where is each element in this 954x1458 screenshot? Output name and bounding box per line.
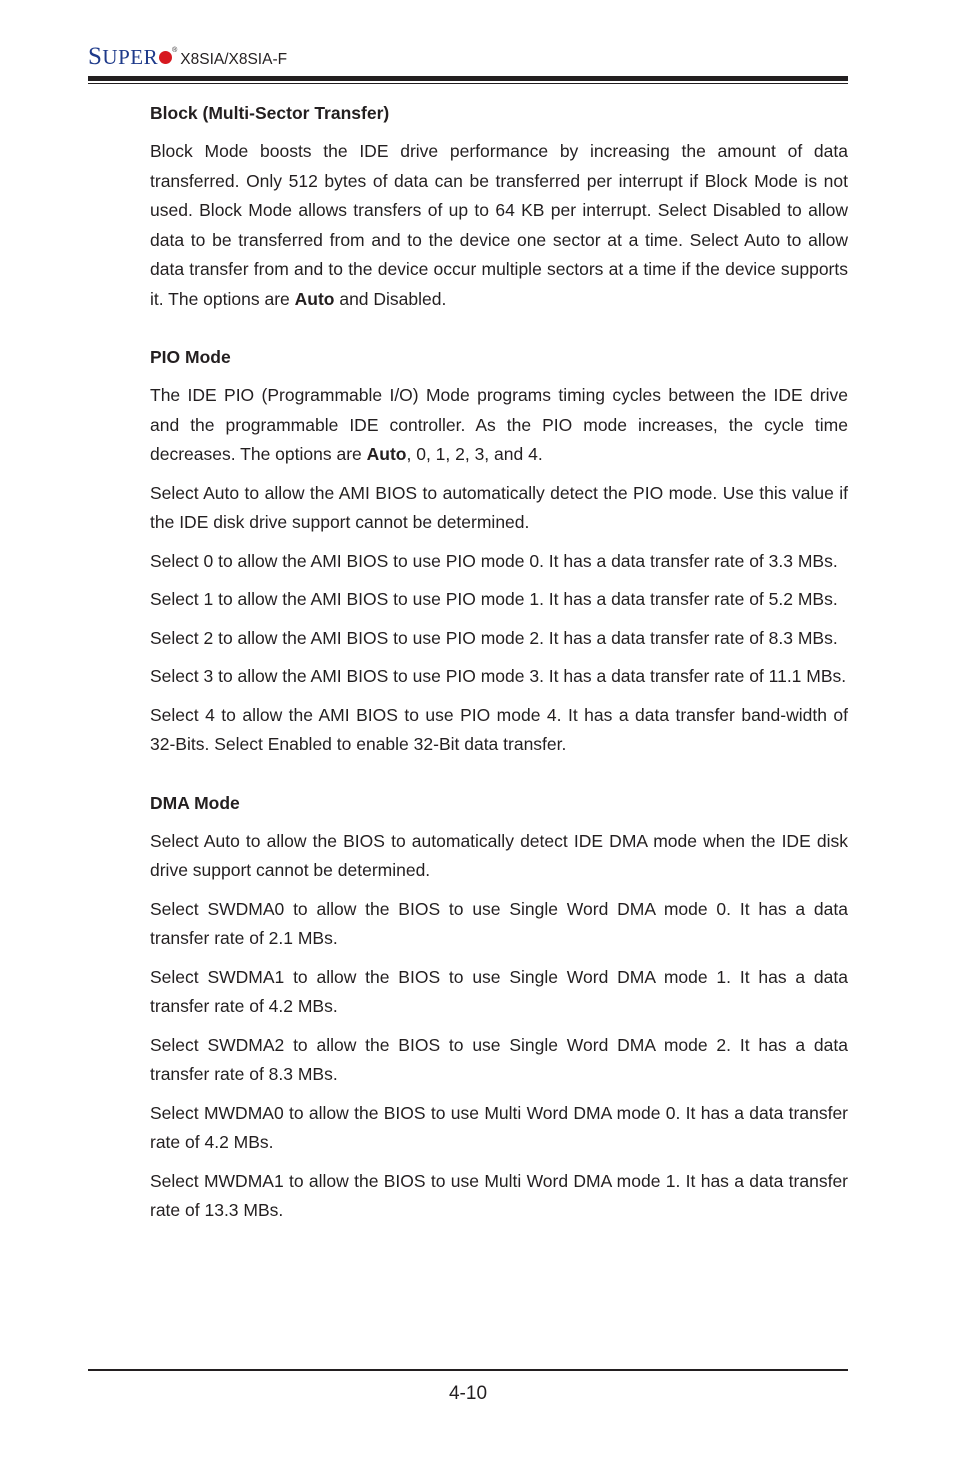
body-paragraph (150, 137, 848, 314)
section-title: Block (Multi-Sector Transfer) (150, 103, 390, 123)
body-paragraph (150, 1031, 848, 1090)
body-paragraph (150, 1167, 848, 1226)
footer-rule (88, 1369, 848, 1371)
paragraph-text: , 0, 1, 2, 3, and 4. (406, 444, 543, 464)
paragraph-text: Select 3 to allow the AMI BIOS to use PIO mode 3. It has a data transfer rate of 11.1 MBs. (150, 666, 847, 686)
body-paragraph (150, 547, 848, 577)
paragraph-text: Block Mode boosts the IDE drive performance by increasing the amount of data transferred. Only 512 bytes of data can be transferred per interrupt if Block Mode is not used. Block Mode allows transfers of up to 64 KB per interrupt. Select Disabled to allow data to be transferred from and to the device one sector at a time. Select Auto to allow data transfer from and to the device occur multiple sectors at a time if the device supports it. The options are (150, 141, 848, 309)
registered-mark: ® (172, 47, 178, 54)
page-content (150, 100, 848, 1235)
section-title: DMA Mode (150, 792, 240, 813)
model-name: X8SIA/X8SIA-F (180, 51, 288, 68)
paragraph-text: The IDE PIO (Programmable I/O) Mode programs timing cycles between the IDE drive and the programmable IDE controller. As the PIO mode increases, the cycle time decreases. The options are (150, 385, 848, 464)
logo-dot-icon (159, 51, 172, 64)
paragraph-text: Select 1 to allow the AMI BIOS to use PIO mode 1. It has a data transfer rate of 5.2 MBs. (150, 589, 838, 609)
section-gap (150, 769, 848, 790)
page-number: 4-10 (448, 1383, 488, 1404)
paragraph-text: Select Auto to allow the BIOS to automatically detect IDE DMA mode when the IDE disk drive support cannot be determined. (150, 830, 848, 880)
body-paragraph (150, 381, 848, 470)
section-title: PIO Mode (150, 347, 231, 367)
logo-rest: UPER (102, 45, 159, 69)
paragraph-text: Select 2 to allow the AMI BIOS to use PIO mode 2. It has a data transfer rate of 8.3 MBs. (150, 627, 838, 648)
header-rule (88, 76, 848, 84)
page-header (88, 44, 287, 76)
paragraph-text: Select 4 to allow the AMI BIOS to use PIO mode 4. It has a data transfer band-width of 32-Bits. Select Enabled to enable 32-Bit data transfer. (150, 704, 848, 754)
paragraph-text: Select SWDMA2 to allow the BIOS to use Single Word DMA mode 2. It has a data transfer rate of 8.3 MBs. (150, 1034, 848, 1084)
bold-default-option: Auto (294, 288, 335, 309)
supermicro-logo (88, 44, 158, 69)
paragraph-text: and Disabled. (334, 288, 447, 309)
paragraph-text: Select SWDMA1 to allow the BIOS to use Single Word DMA mode 1. It has a data transfer rate of 4.2 MBs. (150, 966, 848, 1016)
section-gap (150, 323, 848, 344)
bold-default-option: Auto (366, 444, 407, 464)
body-paragraph (150, 624, 848, 654)
paragraph-text: Select MWDMA1 to allow the BIOS to use Multi Word DMA mode 1. It has a data transfer rate of 13.3 MBs. (150, 1170, 848, 1220)
body-paragraph (150, 963, 848, 1022)
paragraph-text: Select Auto to allow the AMI BIOS to automatically detect the PIO mode. Use this value if the IDE disk drive support cannot be determined. (150, 482, 848, 532)
body-paragraph (150, 701, 848, 760)
body-paragraph (150, 1099, 848, 1158)
logo-cap: S (88, 43, 103, 70)
body-paragraph (150, 662, 848, 692)
body-paragraph (150, 479, 848, 538)
body-paragraph (150, 827, 848, 886)
body-paragraph (150, 585, 848, 615)
paragraph-text: Select MWDMA0 to allow the BIOS to use Multi Word DMA mode 0. It has a data transfer rate of 4.2 MBs. (150, 1102, 848, 1152)
body-paragraph (150, 895, 848, 954)
paragraph-text: Select 0 to allow the AMI BIOS to use PIO mode 0. It has a data transfer rate of 3.3 MBs. (150, 550, 838, 571)
paragraph-text: Select SWDMA0 to allow the BIOS to use Single Word DMA mode 0. It has a data transfer rate of 2.1 MBs. (150, 898, 848, 948)
